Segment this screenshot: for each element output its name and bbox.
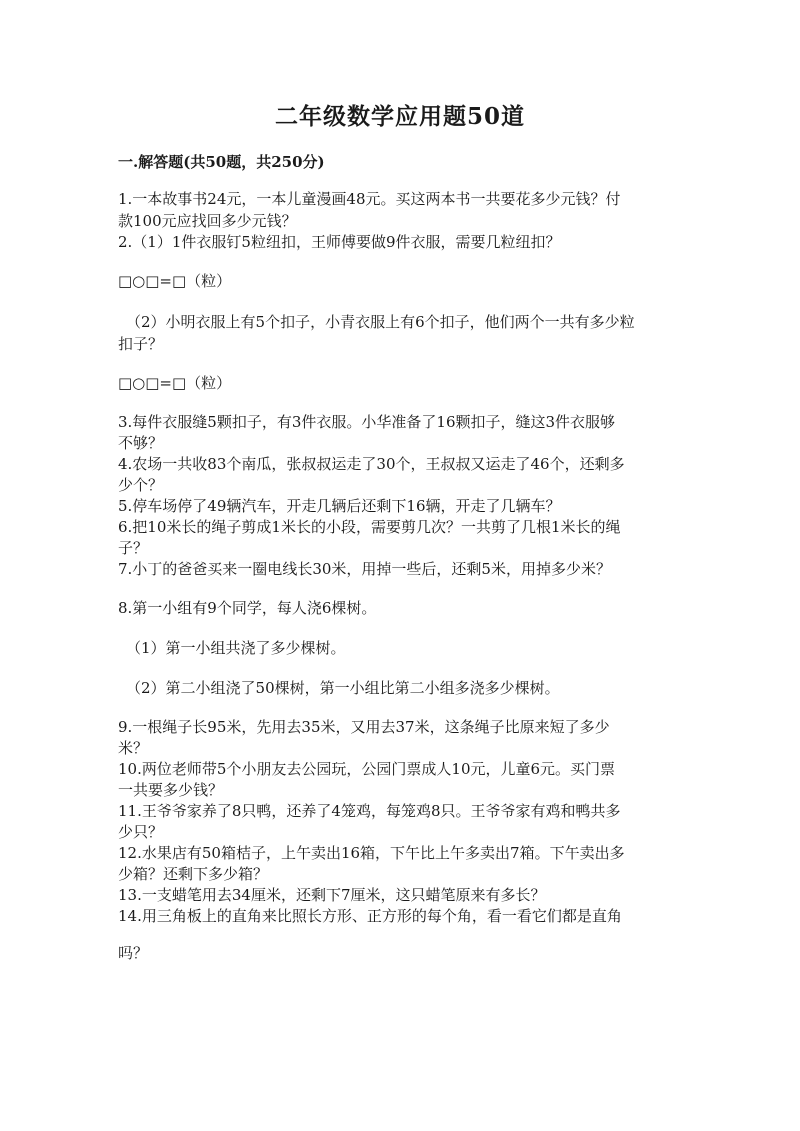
- question-3-line-1: 3.每件衣服缝5颗扣子，有3件衣服。小华准备了16颗扣子，缝这3件衣服够: [118, 413, 616, 431]
- question-2-part-2-line-2: 扣子？: [118, 335, 164, 353]
- question-12-line-2: 少箱？还剩下多少箱？: [118, 865, 269, 883]
- question-8-part-2: （2）第二小组浇了50棵树，第一小组比第二小组多浇多少棵树。: [126, 679, 560, 697]
- question-8: 8.第一小组有9个同学，每人浇6棵树。: [118, 599, 377, 617]
- question-4-line-2: 少个？: [118, 476, 164, 494]
- answer-box-2-1: □○□=□（粒）: [118, 272, 232, 290]
- question-11-line-2: 少只？: [118, 823, 164, 841]
- question-11-line-1: 11.王爷爷家养了8只鸭，还养了4笼鸡，每笼鸡8只。王爷爷家有鸡和鸭共多: [118, 802, 621, 820]
- question-10-line-1: 10.两位老师带5个小朋友去公园玩，公园门票成人10元，儿童6元。买门票: [118, 760, 616, 778]
- question-9-line-2: 米？: [118, 739, 149, 757]
- question-6-line-2: 子？: [118, 539, 149, 557]
- question-2-line-1: 2.（1）1件衣服钉5粒纽扣，王师傅要做9件衣服，需要几粒纽扣？: [118, 233, 561, 251]
- question-10-line-2: 一共要多少钱？: [118, 781, 224, 799]
- question-7: 7.小丁的爸爸买来一圈电线长30米，用掉一些后，还剩5米，用掉多少米？: [118, 560, 611, 578]
- question-6-line-1: 6.把10米长的绳子剪成1米长的小段，需要剪几次？一共剪了几根1米长的绳: [118, 518, 621, 536]
- question-4-line-1: 4.农场一共收83个南瓜，张叔叔运走了30个，王叔叔又运走了46个，还剩多: [118, 455, 625, 473]
- question-14-line-1: 14.用三角板上的直角来比照长方形、正方形的每个角，看一看它们都是直角: [118, 907, 622, 925]
- question-2-part-2-line-1: （2）小明衣服上有5个扣子，小青衣服上有6个扣子，他们两个一共有多少粒: [126, 313, 635, 331]
- answer-box-2-2: □○□=□（粒）: [118, 374, 232, 392]
- page-title: 二年级数学应用题50道: [274, 103, 525, 130]
- section-heading: 一.解答题(共50题，共250分): [118, 153, 325, 171]
- question-8-part-1: （1）第一小组共浇了多少棵树。: [126, 639, 346, 657]
- question-1-line-1: 1.一本故事书24元，一本儿童漫画48元。买这两本书一共要花多少元钱？付: [118, 190, 621, 208]
- question-13: 13.一支蜡笔用去34厘米，还剩下7厘米，这只蜡笔原来有多长？: [118, 886, 546, 904]
- question-3-line-2: 不够？: [118, 434, 164, 452]
- question-1-line-2: 款100元应找回多少元钱？: [118, 212, 297, 230]
- question-12-line-1: 12.水果店有50箱桔子，上午卖出16箱，下午比上午多卖出7箱。下午卖出多: [118, 844, 625, 862]
- question-9-line-1: 9.一根绳子长95米，先用去35米，又用去37米，这条绳子比原来短了多少: [118, 718, 610, 736]
- question-5: 5.停车场停了49辆汽车，开走几辆后还剩下16辆，开走了几辆车？: [118, 497, 561, 515]
- question-14-line-2: 吗？: [118, 944, 149, 962]
